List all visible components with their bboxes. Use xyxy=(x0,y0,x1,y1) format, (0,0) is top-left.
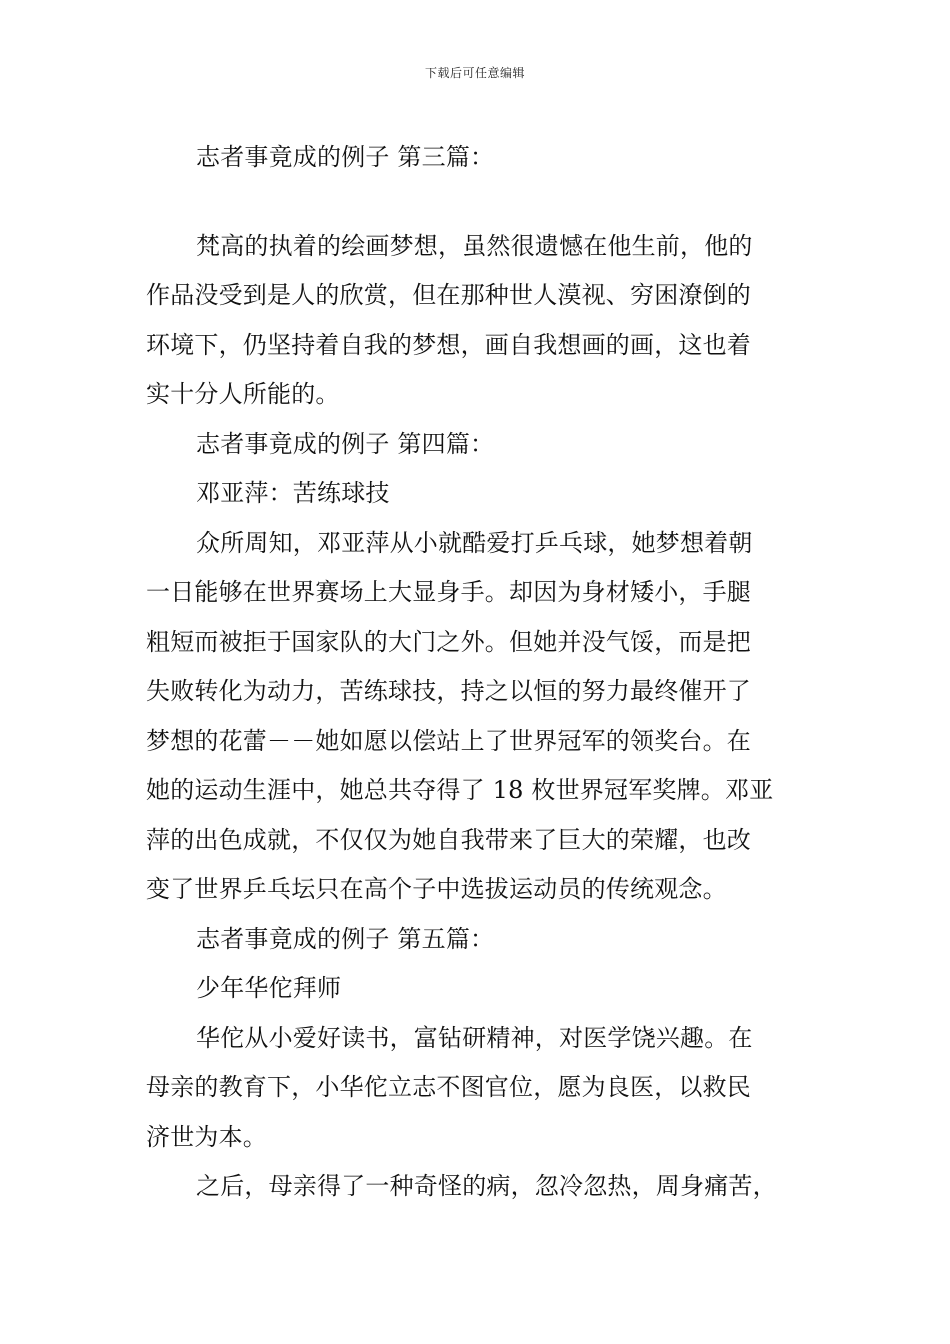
paragraph-line: 粗短而被拒于国家队的大门之外。但她并没气馁，而是把 xyxy=(146,627,751,656)
paragraph-line: 环境下，仍坚持着自我的梦想，画自我想画的画，这也着 xyxy=(146,330,751,359)
section-heading-5: 志者事竟成的例子 第五篇： xyxy=(196,924,495,953)
paragraph-deng-yaping xyxy=(146,519,818,915)
paragraph-line: 济世为本。 xyxy=(146,1122,267,1151)
paragraph-line: 她的运动生涯中，她总共夺得了 18 枚世界冠军奖牌。邓亚 xyxy=(146,776,774,804)
paragraph-line: 之后，母亲得了一种奇怪的病，忽冷忽热，周身痛苦， xyxy=(196,1172,777,1200)
blank-gap xyxy=(146,183,818,222)
paragraph-line: 梦想的花蕾－－她如愿以偿站上了世界冠军的领奖台。在 xyxy=(146,726,751,755)
paragraph-line: 失败转化为动力，苦练球技，持之以恒的努力最终催开了 xyxy=(146,677,751,705)
page-header: 下载后可任意编辑 xyxy=(424,66,525,80)
paragraph-hua-tuo xyxy=(146,1014,818,1163)
section-subtitle-4: 邓亚萍：苦练球技 xyxy=(196,479,390,507)
paragraph-line: 变了世界乒乓坛只在高个子中选拔运动员的传统观念。 xyxy=(146,875,727,903)
section-heading-4: 志者事竟成的例子 第四篇： xyxy=(196,429,495,458)
paragraph-line: 梵高的执着的绘画梦想，虽然很遗憾在他生前，他的 xyxy=(196,231,753,260)
paragraph-line: 众所周知，邓亚萍从小就酷爱打乒乓球，她梦想着朝 xyxy=(196,528,753,557)
paragraph-line: 实十分人所能的。 xyxy=(146,380,340,408)
paragraph-van-gogh xyxy=(146,222,818,420)
section-subtitle-5: 少年华佗拜师 xyxy=(196,974,342,1002)
paragraph-line: 作品没受到是人的欣赏，但在那种世人漠视、穷困潦倒的 xyxy=(146,281,751,309)
paragraph-line: 一日能够在世界赛场上大显身手。却因为身材矮小，手腿 xyxy=(146,578,751,606)
paragraph-line: 萍的出色成就，不仅仅为她自我带来了巨大的荣耀，也改 xyxy=(146,825,751,854)
paragraph-mother-illness xyxy=(146,1162,818,1212)
paragraph-line: 华佗从小爱好读书，富钻研精神，对医学饶兴趣。在 xyxy=(196,1023,753,1052)
document-body xyxy=(146,133,818,1212)
section-heading-3: 志者事竟成的例子 第三篇： xyxy=(196,143,495,171)
paragraph-line: 母亲的教育下，小华佗立志不图官位，愿为良医，以救民 xyxy=(146,1073,751,1101)
